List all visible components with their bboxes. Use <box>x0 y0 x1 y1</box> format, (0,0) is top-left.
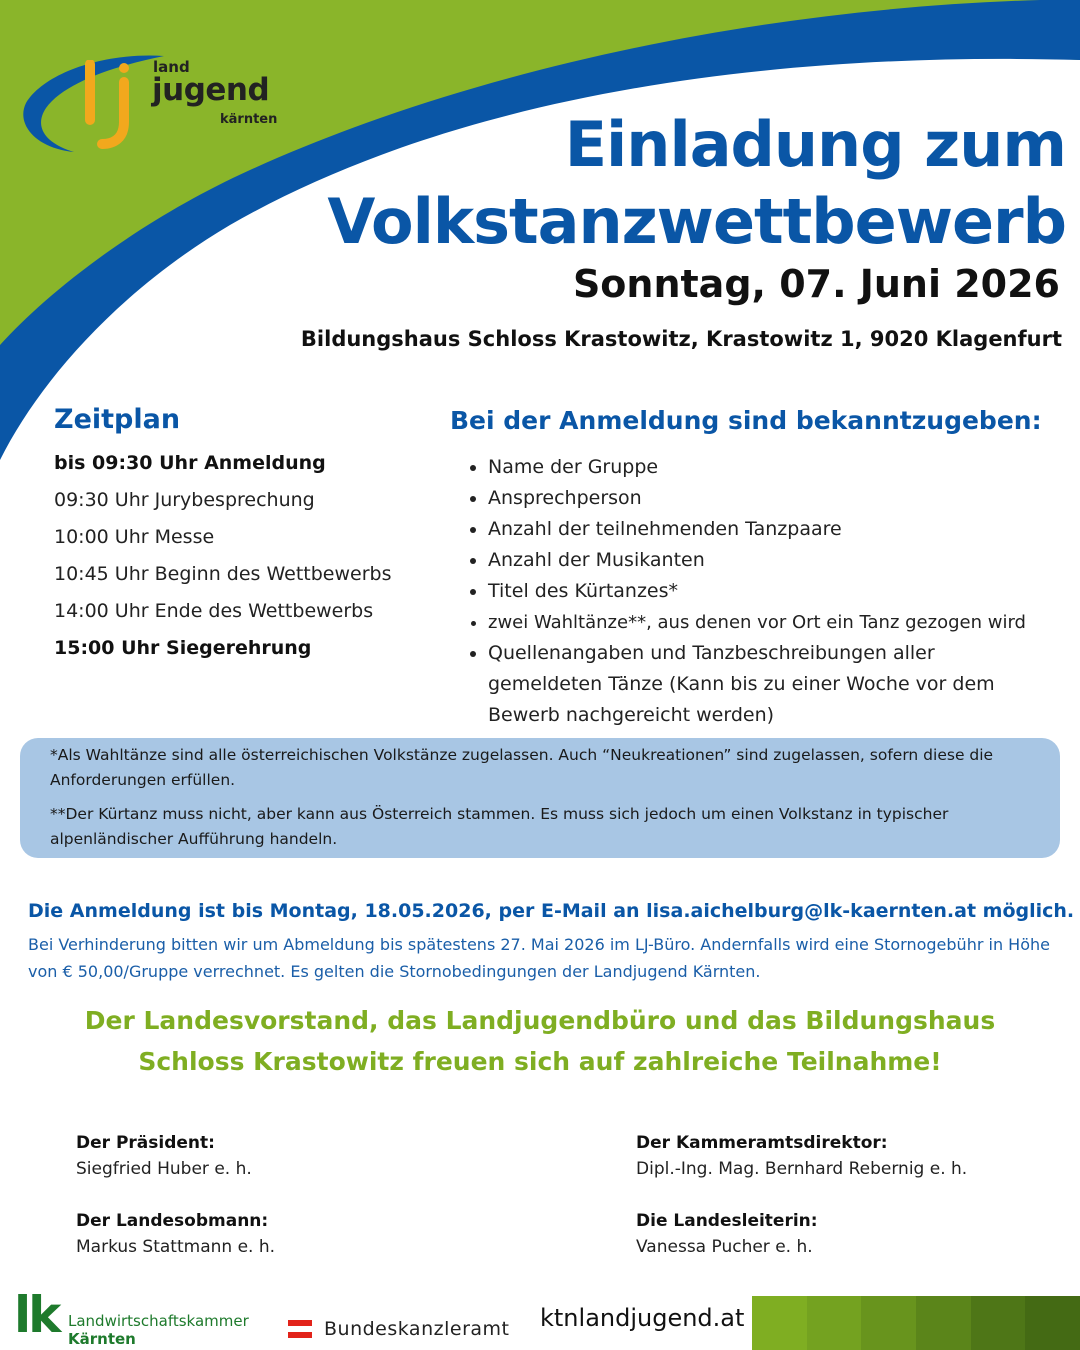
list-item: • Titel des Kürtanzes* <box>488 576 1080 607</box>
schedule-item: 10:45 Uhr Beginn des Wettbewerbs <box>54 563 392 585</box>
landjugend-logo <box>14 48 304 158</box>
list-item: • Name der Gruppe <box>488 452 1080 483</box>
color-block <box>971 1296 1026 1350</box>
website-link[interactable]: ktnlandjugend.at <box>540 1304 745 1332</box>
schedule-item: 15:00 Uhr Siegerehrung <box>54 637 312 659</box>
cancellation-note: Bei Verhinderung bitten wir um Abmeldung bis spätestens 27. Mai 2026 im LJ-Büro. Andernfalls wird eine Stornogebühr in Höhe von € 50,00/Gruppe verrechnet. Es gelten die Stornobedingungen der Landjugend Kärnten. <box>28 935 1050 981</box>
signature-name: Dipl.-Ing. Mag. Bernhard Rebernig e. h. <box>636 1159 968 1179</box>
lk-text-line-2: Kärnten <box>68 1330 136 1348</box>
list-item: • zwei Wahltänze**, aus denen vor Ort ein Tanz gezogen wird <box>488 607 1080 638</box>
bka-text: Bundeskanzleramt <box>324 1318 510 1340</box>
list-item: • Quellenangaben und Tanzbeschreibungen aller gemeldeten Tänze (Kann bis zu einer Woche vor dem Bewerb nachgereicht werden) <box>488 638 1008 731</box>
schedule-item: 14:00 Uhr Ende des Wettbewerbs <box>54 600 374 622</box>
color-block <box>752 1296 807 1350</box>
schedule-item: 10:00 Uhr Messe <box>54 526 215 548</box>
color-block <box>1025 1296 1080 1350</box>
list-item: • Ansprechperson <box>488 483 1080 514</box>
austria-flag-icon <box>288 1320 312 1338</box>
greeting-line-2: Schloss Krastowitz freuen sich auf zahlreiche Teilnahme! <box>138 1047 942 1076</box>
logo-text-land: land <box>153 58 190 76</box>
signature-role: Der Landesobmann: <box>76 1211 269 1231</box>
signature-name: Siegfried Huber e. h. <box>76 1159 252 1179</box>
greeting-line-1: Der Landesvorstand, das Landjugendbüro und das Bildungshaus <box>84 1006 996 1035</box>
schedule-item: bis 09:30 Uhr Anmeldung <box>54 452 326 474</box>
lk-text-line-1: Landwirtschaftskammer <box>68 1312 249 1330</box>
logo-lj-icon <box>84 60 144 150</box>
title-line-2: Volkstanzwettbewerb <box>327 185 1066 258</box>
lk-mark: lk <box>14 1286 59 1344</box>
logo-text-jugend: jugend <box>152 72 270 108</box>
logo-text-kaernten: kärnten <box>220 112 278 127</box>
list-item: • Anzahl der teilnehmenden Tanzpaare <box>488 514 1080 545</box>
registration-deadline: Die Anmeldung ist bis Montag, 18.05.2026, per E-Mail an lisa.aichelburg@lk-kaernten.at möglich. <box>28 900 1075 922</box>
note-kuertanz: **Der Kürtanz muss nicht, aber kann aus Österreich stammen. Es muss sich jedoch um einen Volkstanz in typischer alpenländischer Aufführung handeln. <box>50 805 949 848</box>
event-venue: Bildungshaus Schloss Krastowitz, Krastowitz 1, 9020 Klagenfurt <box>300 327 1062 351</box>
registration-info-list <box>468 452 1080 731</box>
footer-color-bar <box>752 1296 1080 1350</box>
list-item: • Anzahl der Musikanten <box>488 545 1080 576</box>
signature-role: Der Kammeramtsdirektor: <box>636 1133 888 1153</box>
title-line-1: Einladung zum <box>564 108 1066 181</box>
schedule-heading: Zeitplan <box>54 404 181 435</box>
note-wahltaenze: *Als Wahltänze sind alle österreichischen Volkstänze zugelassen. Auch “Neukreationen” sind zugelassen, sofern diese die Anforderungen erfüllen. <box>50 746 994 789</box>
schedule-item: 09:30 Uhr Jurybesprechung <box>54 489 315 511</box>
color-block <box>916 1296 971 1350</box>
color-block <box>807 1296 862 1350</box>
signature-name: Vanessa Pucher e. h. <box>636 1237 813 1257</box>
color-block <box>861 1296 916 1350</box>
signature-role: Der Präsident: <box>76 1133 215 1153</box>
signature-name: Markus Stattmann e. h. <box>76 1237 276 1257</box>
signature-role: Die Landesleiterin: <box>636 1211 818 1231</box>
event-date: Sonntag, 07. Juni 2026 <box>572 262 1060 306</box>
registration-info-heading: Bei der Anmeldung sind bekanntzugeben: <box>450 406 1042 435</box>
